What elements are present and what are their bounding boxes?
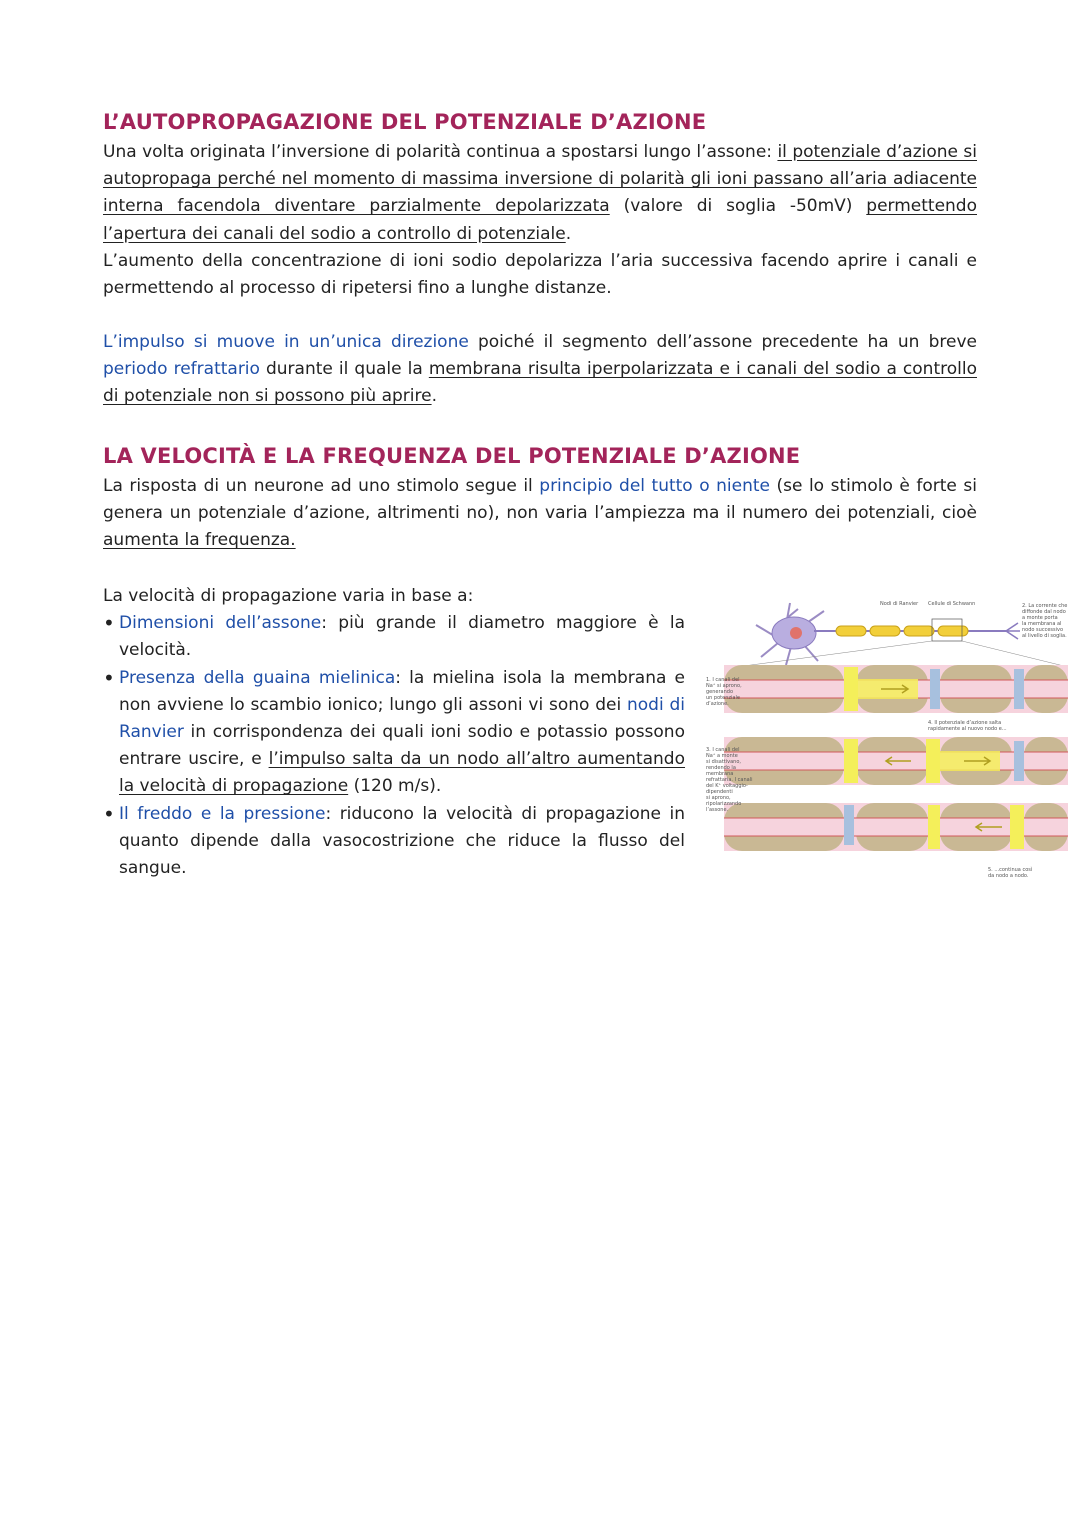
note-line: 5. ...continua così xyxy=(988,867,1033,873)
text: : più grande il diametro maggiore è la velocità. xyxy=(119,613,685,661)
text: . xyxy=(565,223,572,244)
note-line: la membrana al xyxy=(1022,621,1062,627)
highlight-term: periodo refrattario xyxy=(103,359,260,380)
label-nodes: Nodi di Ranvier xyxy=(880,601,919,607)
axon-panel-2 xyxy=(724,737,1068,785)
section1-paragraph3 xyxy=(103,329,977,411)
note-5 xyxy=(988,866,1033,879)
highlight-term: Dimensioni dell’assone xyxy=(119,613,322,634)
note-line: si aprono, xyxy=(706,795,731,801)
note-line: refrattaria. I canali xyxy=(706,777,753,783)
note-line: membrana xyxy=(706,771,734,777)
underlined-text: membrana risulta iperpolarizzata e i canali del sodio a controllo di potenziale non si possono più aprire xyxy=(103,359,977,407)
note-line: 1. I canali del xyxy=(706,677,740,683)
speed-factors xyxy=(103,583,685,882)
note-line: rapidamente al nuovo nodo e... xyxy=(928,726,1007,732)
highlight-term: L’impulso si muove in un’unica direzione xyxy=(103,332,469,352)
note-line: 4. Il potenziale d’azione salta xyxy=(928,720,1002,726)
underlined-text: aumenta la frequenza. xyxy=(103,530,296,551)
highlight-term: Presenza della guaina mielinica xyxy=(119,667,396,688)
note-line: generando xyxy=(706,689,734,695)
text: (se lo stimolo è forte si genera un potenziale d’azione, altrimenti no), non varia l’ampiezza ma il numero dei potenziali, cioè xyxy=(103,476,977,524)
note-2 xyxy=(1022,603,1067,639)
text: poiché il segmento dell’assone precedente ha un breve xyxy=(468,332,977,352)
note-line: a monte porta xyxy=(1022,615,1058,621)
list-intro: La velocità di propagazione varia in base a: xyxy=(103,586,474,606)
section1-paragraph2: L’aumento della concentrazione di ioni sodio depolarizza l’aria successiva facendo aprire i canali e permettendo al processo di ripetersi fino a lunghe distanze. xyxy=(103,251,977,299)
section2-title: LA VELOCITÀ E LA FREQUENZA DEL POTENZIALE D’AZIONE xyxy=(103,444,801,468)
underlined-text: l’impulso salta da un nodo all’altro aumentando la velocità di propagazione xyxy=(119,749,686,797)
note-line: del K⁺ voltaggio- xyxy=(706,783,748,789)
note-line: da nodo a nodo. xyxy=(988,873,1029,879)
text: : riducono la velocità di propagazione in quanto dipende dalla vasocostrizione che riduce la flusso del sangue. xyxy=(119,803,685,879)
note-line: al livello di soglia. xyxy=(1022,633,1067,639)
note-line: l’assone. xyxy=(706,807,729,813)
note-line: un potenziale xyxy=(706,695,740,701)
section1-paragraph1 xyxy=(103,139,977,248)
highlight-term: principio del tutto o niente xyxy=(539,476,770,496)
text: . xyxy=(431,386,437,407)
highlight-term: nodi di Ranvier xyxy=(119,694,685,743)
neuron-cell-body xyxy=(756,603,824,665)
text: (120 m/s). xyxy=(348,776,442,797)
note-line: 2. La corrente che xyxy=(1022,603,1068,609)
saltatory-conduction-figure xyxy=(706,597,1072,887)
note-line: d’azione. xyxy=(706,701,729,707)
text: (valore di soglia -50mV) xyxy=(609,196,867,217)
factor-list xyxy=(103,610,685,882)
note-line: dipendenti xyxy=(706,789,733,795)
note-line: rendendo la xyxy=(706,765,736,771)
note-line: si disattivano, xyxy=(706,759,741,765)
note-4 xyxy=(928,720,1007,732)
section2-paragraph1 xyxy=(103,473,977,555)
axon-panel-3 xyxy=(724,803,1068,851)
text: La risposta di un neurone ad uno stimolo segue il xyxy=(103,476,540,496)
text: in corrispondenza dei quali ioni sodio e potassio possono entrare uscire, e xyxy=(119,722,685,770)
note-line: Na⁺ si aprono, xyxy=(706,683,742,689)
text: Una volta originata l’inversione di polarità continua a spostarsi lungo l’assone: xyxy=(103,142,778,162)
list-item xyxy=(103,610,685,664)
highlight-term: Il freddo e la pressione xyxy=(119,803,326,824)
text: durante il quale la xyxy=(259,359,429,380)
section1-title: L’AUTOPROPAGAZIONE DEL POTENZIALE D’AZIONE xyxy=(103,110,707,134)
label-schwann: Cellule di Schwann xyxy=(928,601,976,607)
note-line: nodo successivo xyxy=(1022,627,1064,633)
note-line: 3. I canali del xyxy=(706,747,740,753)
underlined-text: permettendo l’apertura dei canali del sodio a controllo di potenziale xyxy=(103,196,977,244)
axon-panel-1 xyxy=(724,665,1068,713)
list-item xyxy=(103,801,685,883)
note-line: diffonde dal nodo xyxy=(1022,609,1066,615)
list-item xyxy=(103,665,685,801)
note-line: Na⁺ a monte xyxy=(706,753,738,759)
note-line: ripolarizzando xyxy=(706,801,742,807)
underlined-text: il potenziale d’azione si autopropaga perché nel momento di massima inversione di polarità gli ioni passano all’aria adiacente interna facendola diventare parzialmente depolarizzata xyxy=(103,142,977,217)
text: : la mielina isola la membrana e non avviene lo scambio ionico; lungo gli assoni vi sono dei xyxy=(119,667,685,715)
